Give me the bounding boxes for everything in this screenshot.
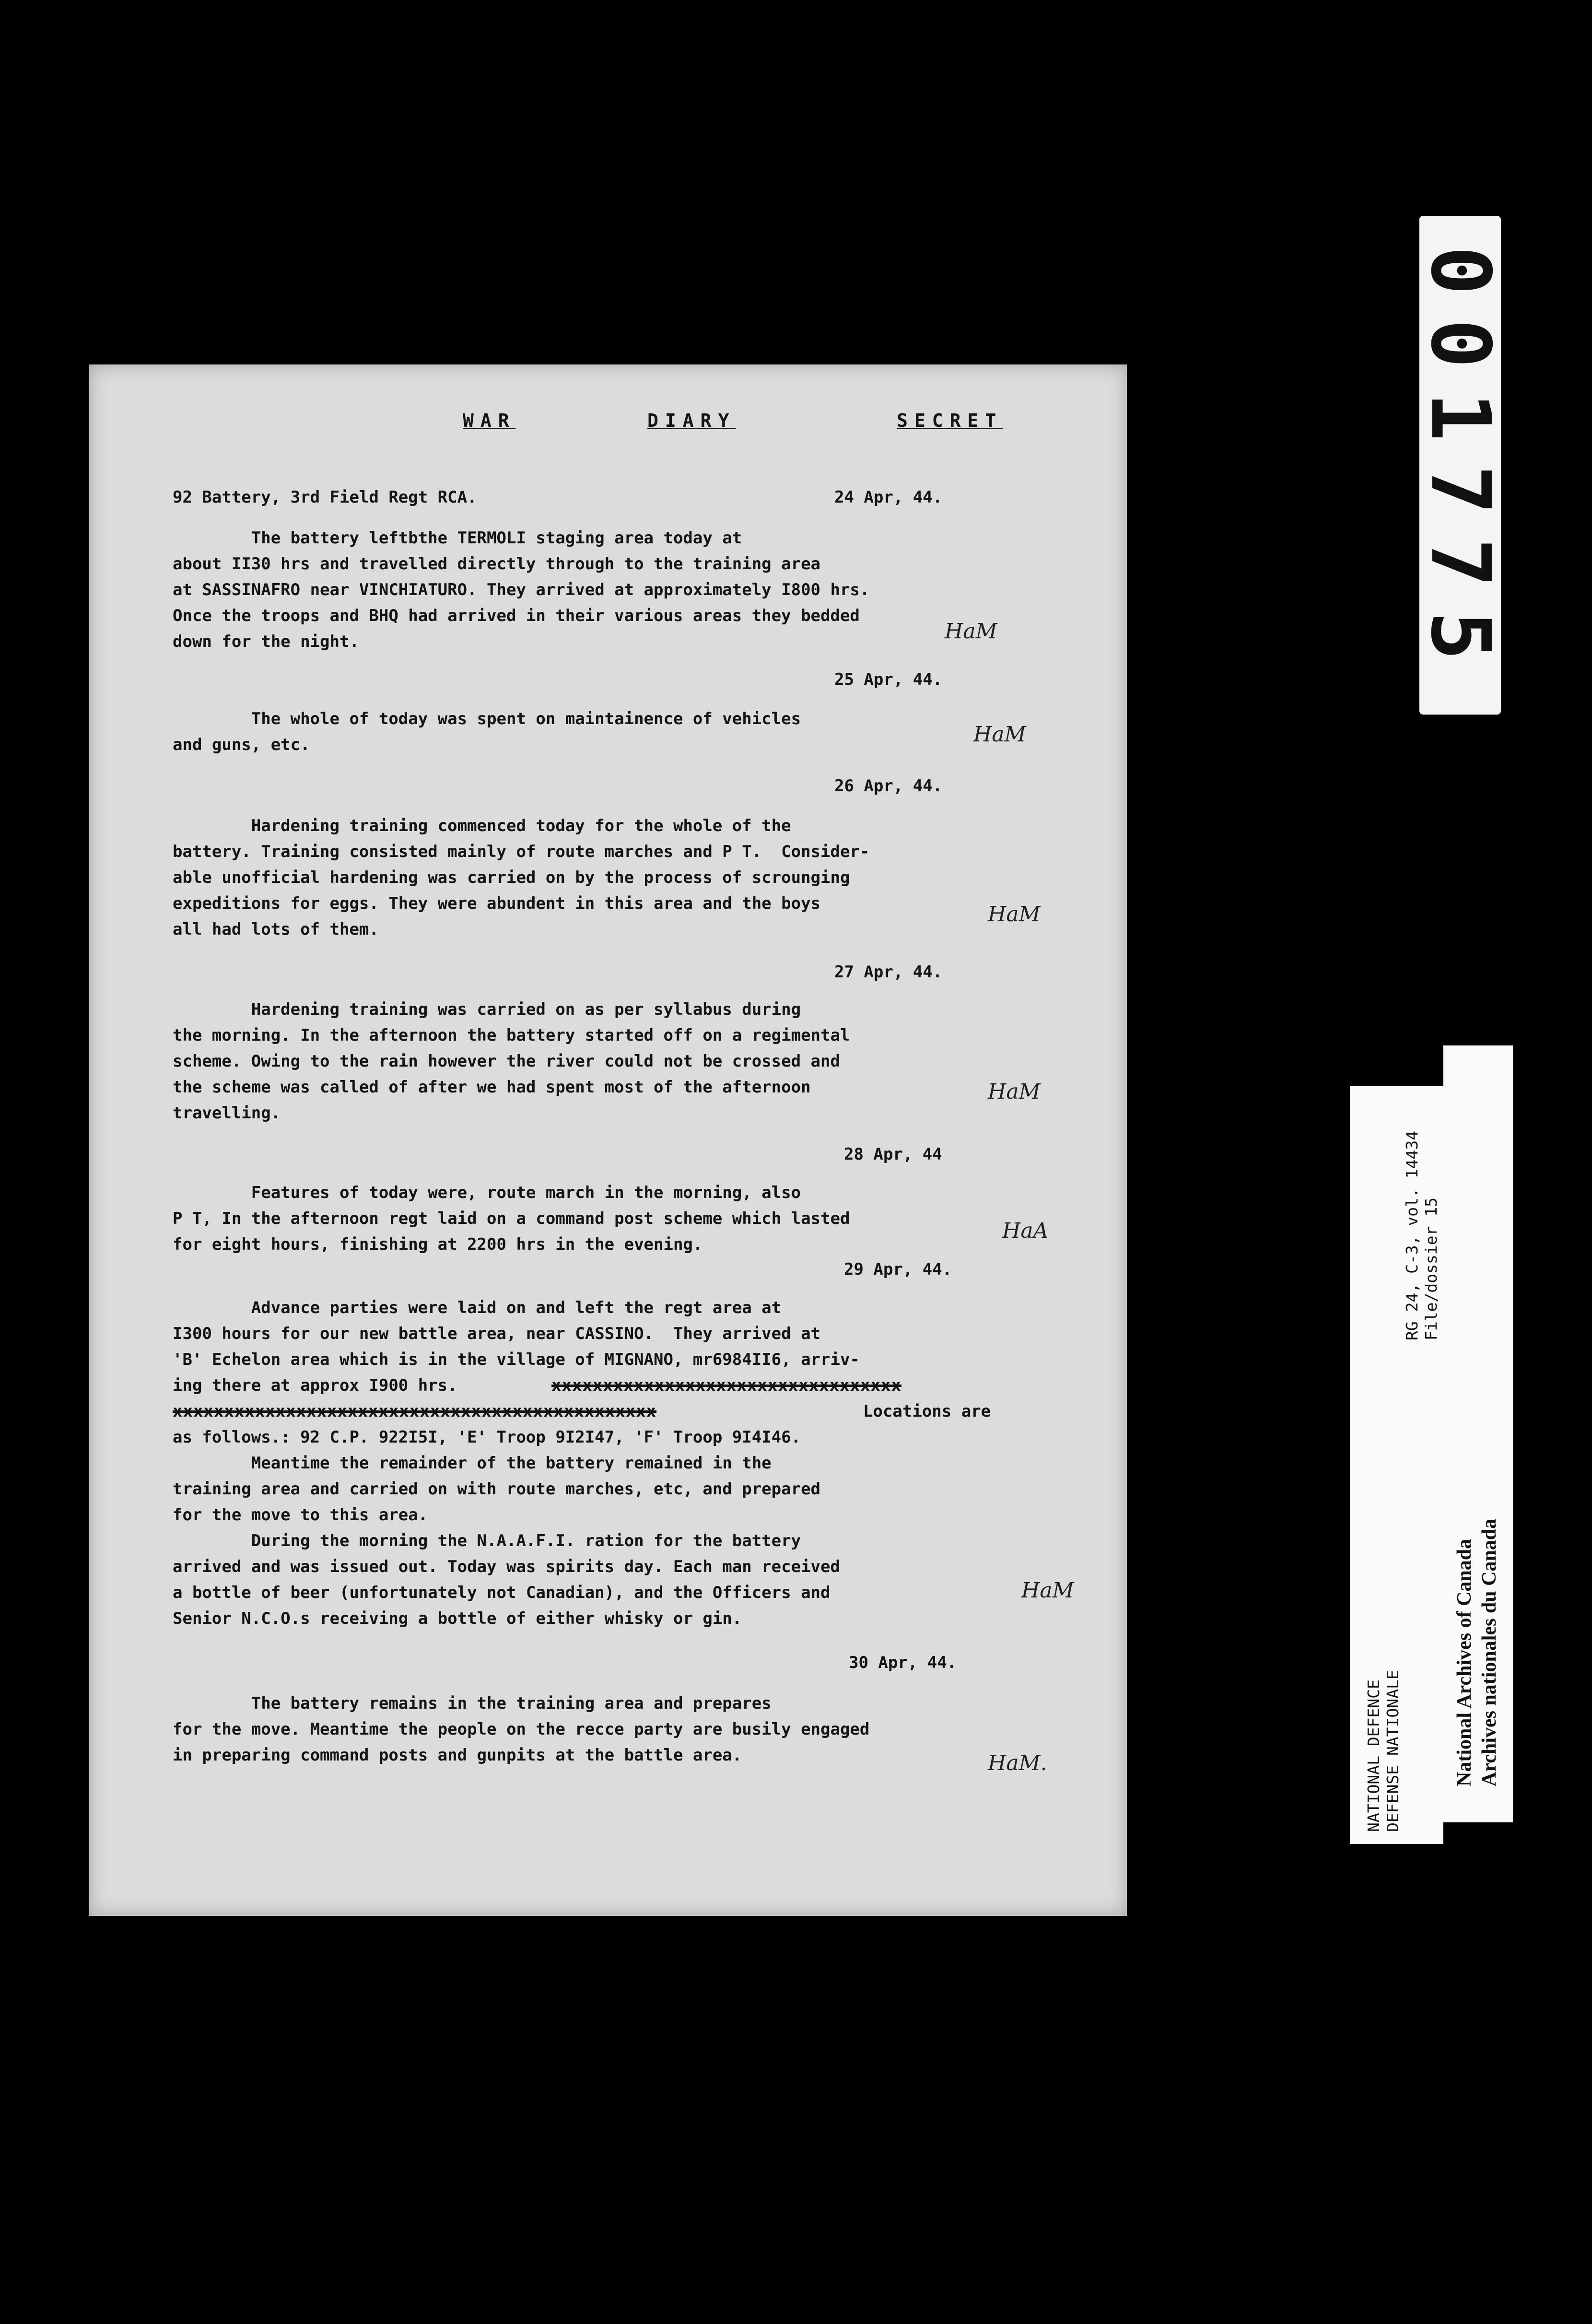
entry-date: 25 Apr, 44. — [834, 670, 943, 689]
entry-line: all had lots of them. — [173, 920, 379, 939]
entry-line: The whole of today was spent on maintainence of vehicles — [173, 709, 801, 728]
defence-fr: DEFENSE NATIONALE — [1383, 1670, 1402, 1832]
entry-line: scheme. Owing to the rain however the river could not be crossed and — [173, 1052, 840, 1071]
entry-date: 29 Apr, 44. — [844, 1260, 952, 1279]
entry-line: down for the night. — [173, 632, 359, 651]
archives-en: National Archives of Canada — [1453, 1538, 1475, 1786]
entry-date: 30 Apr, 44. — [849, 1653, 957, 1672]
header-secret: SECRET — [897, 410, 1003, 431]
entry-line: Once the troops and BHQ had arrived in their various areas they bedded — [173, 606, 860, 625]
entry-date: 27 Apr, 44. — [834, 962, 943, 982]
entry-line: The battery remains in the training area and prepares — [173, 1694, 772, 1713]
entry-line: training area and carried on with route marches, etc, and prepared — [173, 1479, 821, 1499]
handwritten-initials: HaM — [988, 1080, 1041, 1104]
entry-line: Meantime the remainder of the battery remained in the — [173, 1454, 772, 1473]
entry-line: and guns, etc. — [173, 735, 310, 754]
handwritten-initials: HaA — [1002, 1219, 1049, 1243]
entry-line: ing there at approx I900 hrs. — [173, 1376, 457, 1395]
handwritten-initials: HaM — [973, 722, 1026, 747]
entry-line: at SASSINAFRO near VINCHIATURO. They arrived at approximately I800 hrs. — [173, 580, 870, 599]
handwritten-initials: HaM — [988, 902, 1041, 927]
entry-line: Advance parties were laid on and left the regt area at — [173, 1298, 782, 1317]
defence-en: NATIONAL DEFENCE — [1364, 1679, 1383, 1832]
entry-line: I300 hours for our new battle area, near CASSINO. They arrived at — [173, 1324, 821, 1343]
entry-line: as follows.: 92 C.P. 922I5I, 'E' Troop 9I2I47, 'F' Troop 9I4I46. — [173, 1428, 801, 1447]
struck-out-text: xxxxxxxxxxxxxxxxxxxxxxxxxxxxxxxxxxxxxxxxxxxxxxx — [173, 1402, 657, 1421]
national-defence-label — [1350, 1086, 1443, 1844]
handwritten-initials: HaM — [945, 619, 997, 644]
entry-line: Hardening training commenced today for the whole of the — [173, 816, 791, 835]
handwritten-initials: HaM — [1021, 1578, 1074, 1603]
microfilm-frame-number: 001775 — [1419, 216, 1501, 715]
entry-line: about II30 hrs and travelled directly through to the training area — [173, 554, 821, 574]
entry-line: for the move to this area. — [173, 1505, 428, 1525]
struck-out-text: xxxxxxxxxxxxxxxxxxxxxxxxxxxxxxxxxx — [551, 1376, 901, 1395]
entry-line: the morning. In the afternoon the battery started off on a regimental — [173, 1026, 850, 1045]
entry-date: 28 Apr, 44 — [844, 1145, 942, 1164]
entry-line: for the move. Meantime the people on the recce party are busily engaged — [173, 1720, 870, 1739]
entry-line: Senior N.C.O.s receiving a bottle of either whisky or gin. — [173, 1609, 742, 1628]
entry-line: arrived and was issued out. Today was spirits day. Each man received — [173, 1557, 840, 1576]
entry-date: 24 Apr, 44. — [834, 488, 943, 507]
archives-fr: Archives nationales du Canada — [1478, 1518, 1500, 1786]
unit-title: 92 Battery, 3rd Field Regt RCA. — [173, 488, 477, 507]
entry-line: The battery leftbthe TERMOLI staging area today at — [173, 528, 742, 548]
entry-line: P T, In the afternoon regt laid on a command post scheme which lasted — [173, 1209, 850, 1228]
war-diary-text — [173, 408, 1074, 2324]
entry-line: expeditions for eggs. They were abundent in this area and the boys — [173, 894, 821, 913]
entry-line: Hardening training was carried on as per syllabus during — [173, 1000, 801, 1019]
entry-line: in preparing command posts and gunpits at the battle area. — [173, 1746, 742, 1765]
entry-line: a bottle of beer (unfortunately not Canadian), and the Officers and — [173, 1583, 831, 1602]
entry-line: able unofficial hardening was carried on by the process of scrounging — [173, 868, 850, 887]
entry-date: 26 Apr, 44. — [834, 776, 943, 796]
entry-line: the scheme was called of after we had spent most of the afternoon — [173, 1078, 811, 1097]
entry-line: battery. Training consisted mainly of route marches and P T. Consider- — [173, 842, 870, 861]
header-war: WAR — [463, 410, 516, 431]
entry-line: Locations are — [863, 1402, 991, 1421]
archive-reference: RG 24, C-3, vol. 14434 — [1403, 1130, 1421, 1340]
entry-line: During the morning the N.A.A.F.I. ration for the battery — [173, 1531, 801, 1550]
entry-line: 'B' Echelon area which is in the village of MIGNANO, mr6984II6, arriv- — [173, 1350, 860, 1369]
entry-line: Features of today were, route march in the morning, also — [173, 1183, 801, 1202]
entry-line: travelling. — [173, 1103, 281, 1123]
entry-line: for eight hours, finishing at 2200 hrs in the evening. — [173, 1235, 703, 1254]
header-diary: DIARY — [647, 410, 736, 431]
archive-file: File/dossier 15 — [1422, 1197, 1440, 1340]
national-archives-label — [1443, 1045, 1513, 1822]
handwritten-initials: HaM. — [988, 1751, 1047, 1775]
